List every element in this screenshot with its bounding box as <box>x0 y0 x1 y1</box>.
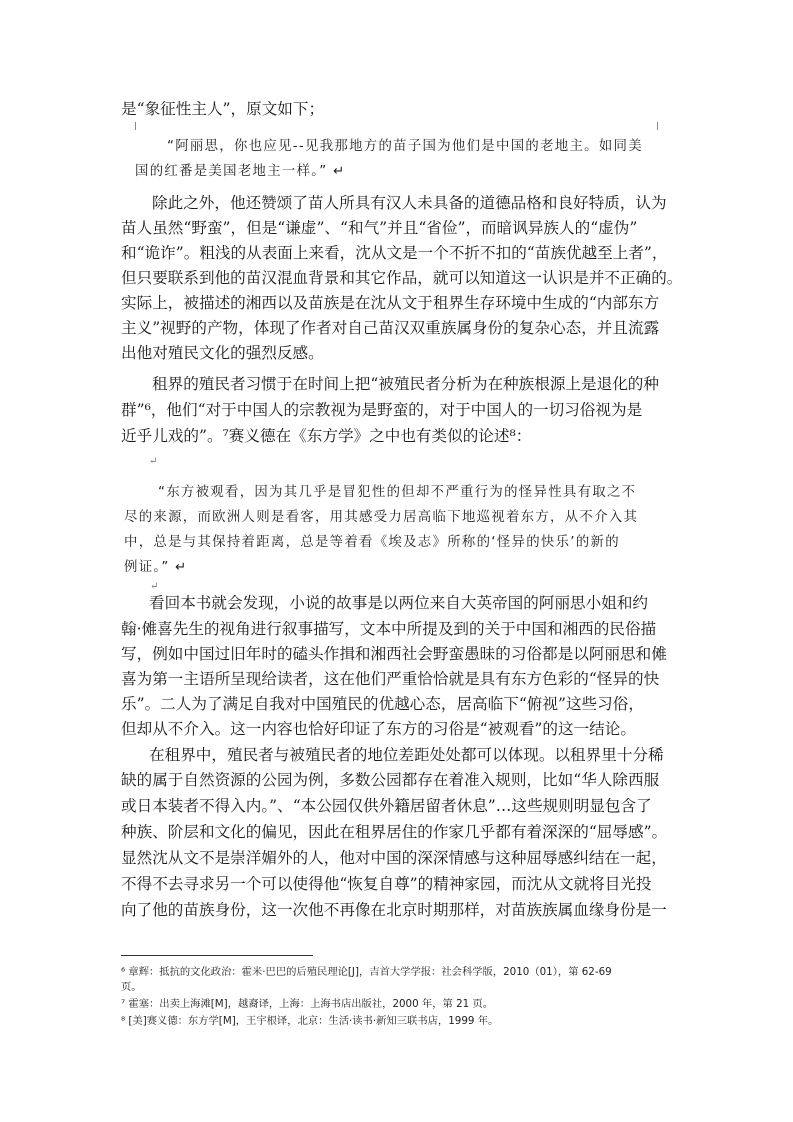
body-line: 近乎儿戏的”。⁷赛义德在《东方学》之中也有类似的论述⁸： <box>121 427 532 445</box>
footnote-separator <box>121 955 313 956</box>
body-line: 喜为第一主语所呈现给读者，这在他们严重恰恰就是具有东方色彩的“怪异的快 <box>121 670 660 688</box>
body-line: 乐”。二人为了满足自我对中国殖民的优越心态，居高临下“俯视”这些习俗， <box>121 695 644 713</box>
body-line: 在租界中，殖民者与被殖民者的地位差距处处都可以体现。以租界里十分稀 <box>149 746 664 764</box>
body-line: 看回本书就会发现，小说的故事是以两位来自大英帝国的阿丽思小姐和约 <box>149 594 649 612</box>
text-boundary-mark <box>657 122 658 130</box>
quote-line: 例证。” ↵ <box>124 560 188 575</box>
paragraph-mark: ↵ <box>150 581 159 592</box>
body-line: 种族、阶层和文化的偏见，因此在租界居住的作家几乎都有着深深的“屈辱感”。 <box>121 823 668 841</box>
footnote: 页。 <box>121 981 142 993</box>
body-line: 苗人虽然“野蛮”，但是“谦虚”、“和气”并且“省俭”，而暗讽异族人的“虚伪” <box>121 219 638 237</box>
body-line: 但只要联系到他的苗汉混血背景和其它作品，就可以知道这一认识是并不正确的。 <box>121 269 683 287</box>
text-boundary-mark <box>135 122 136 130</box>
body-line: 翰·傩喜先生的视角进行叙事描写，文本中所提及到的关于中国和湘西的民俗描 <box>121 620 657 638</box>
quote-line: 中，总是与其保持着距离，总是等着看《埃及志》所称的‘怪异的快乐’的新的 <box>124 535 620 550</box>
quote-line: “阿丽思，你也应见--见我那地方的苗子国为他们是中国的老地主。如同美 <box>167 139 643 154</box>
quote-line: “东方被观看，因为其几乎是冒犯性的但却不严重行为的怪异性具有取之不 <box>158 485 637 500</box>
body-line: 和“诡诈”。粗浅的从表面上来看，沈从文是一个不折不扣的“苗族优越至上者”， <box>121 244 668 262</box>
body-line: 不得不去寻求另一个可以使得他“恢复自尊”的精神家园，而沈从文就将目光投 <box>121 875 652 893</box>
body-line: 缺的属于自然资源的公园为例，多数公园都存在着准入规则，比如“华人除西服 <box>121 771 660 789</box>
footnote: ⁷ 霍塞：出卖上海滩[M]，越裔译，上海：上海书店出版社，2000 年，第 21 页。 <box>121 998 494 1010</box>
body-line: 租界的殖民者习惯于在时间上把“被殖民者分析为在种族根源上是退化的种 <box>152 375 659 393</box>
body-line: 实际上，被描述的湘西以及苗族是在沈从文于租界生存环境中生成的“内部东方 <box>121 294 660 312</box>
footnote: ⁸ [美]赛义德：东方学[M]，王宇根译，北京：生活·读书·新知三联书店，1999 年。 <box>121 1015 499 1027</box>
body-line: 出他对殖民文化的强烈反感。 <box>121 344 324 362</box>
quote-line: 尽的来源，而欧洲人则是看客，用其感受力居高临下地巡视着东方，从不介入其 <box>124 510 639 525</box>
body-line: 是“象征性主人”，原文如下； <box>121 100 325 118</box>
body-line: 显然沈从文不是崇洋媚外的人，他对中国的深深情感与这种屈辱感纠结在一起， <box>121 849 667 867</box>
body-line: 但却从不介入。这一内容也恰好印证了东方的习俗是“被观看”的这一结论。 <box>121 720 636 738</box>
quote-line: 国的红番是美国老地主一样。” ↵ <box>135 164 346 179</box>
body-line: 向了他的苗族身份，这一次他不再像在北京时期那样，对苗族族属血缘身份是一 <box>121 901 667 919</box>
body-line: 写，例如中国过旧年时的磕头作揖和湘西社会野蛮愚昧的习俗都是以阿丽思和傩 <box>121 645 667 663</box>
footnote: ⁶ 章辉：抵抗的文化政治：霍米·巴巴的后殖民理论[J]，吉首大学学报：社会科学版，2010（01），第 62-69 <box>121 966 612 978</box>
body-line: 或日本装者不得入内。”、“本公园仅供外籍居留者休息”…这些规则明显包含了 <box>121 797 652 815</box>
paragraph-mark: ↵ <box>149 456 158 467</box>
body-line: 群”⁶，他们“对于中国人的宗教视为是野蛮的，对于中国人的一切习俗视为是 <box>121 401 643 419</box>
body-line: 除此之外，他还赞颂了苗人所具有汉人未具备的道德品格和良好特质，认为 <box>152 194 667 212</box>
body-line: 主义”视野的产物，体现了作者对自己苗汉双重族属身份的复杂心态，并且流露 <box>121 319 660 337</box>
